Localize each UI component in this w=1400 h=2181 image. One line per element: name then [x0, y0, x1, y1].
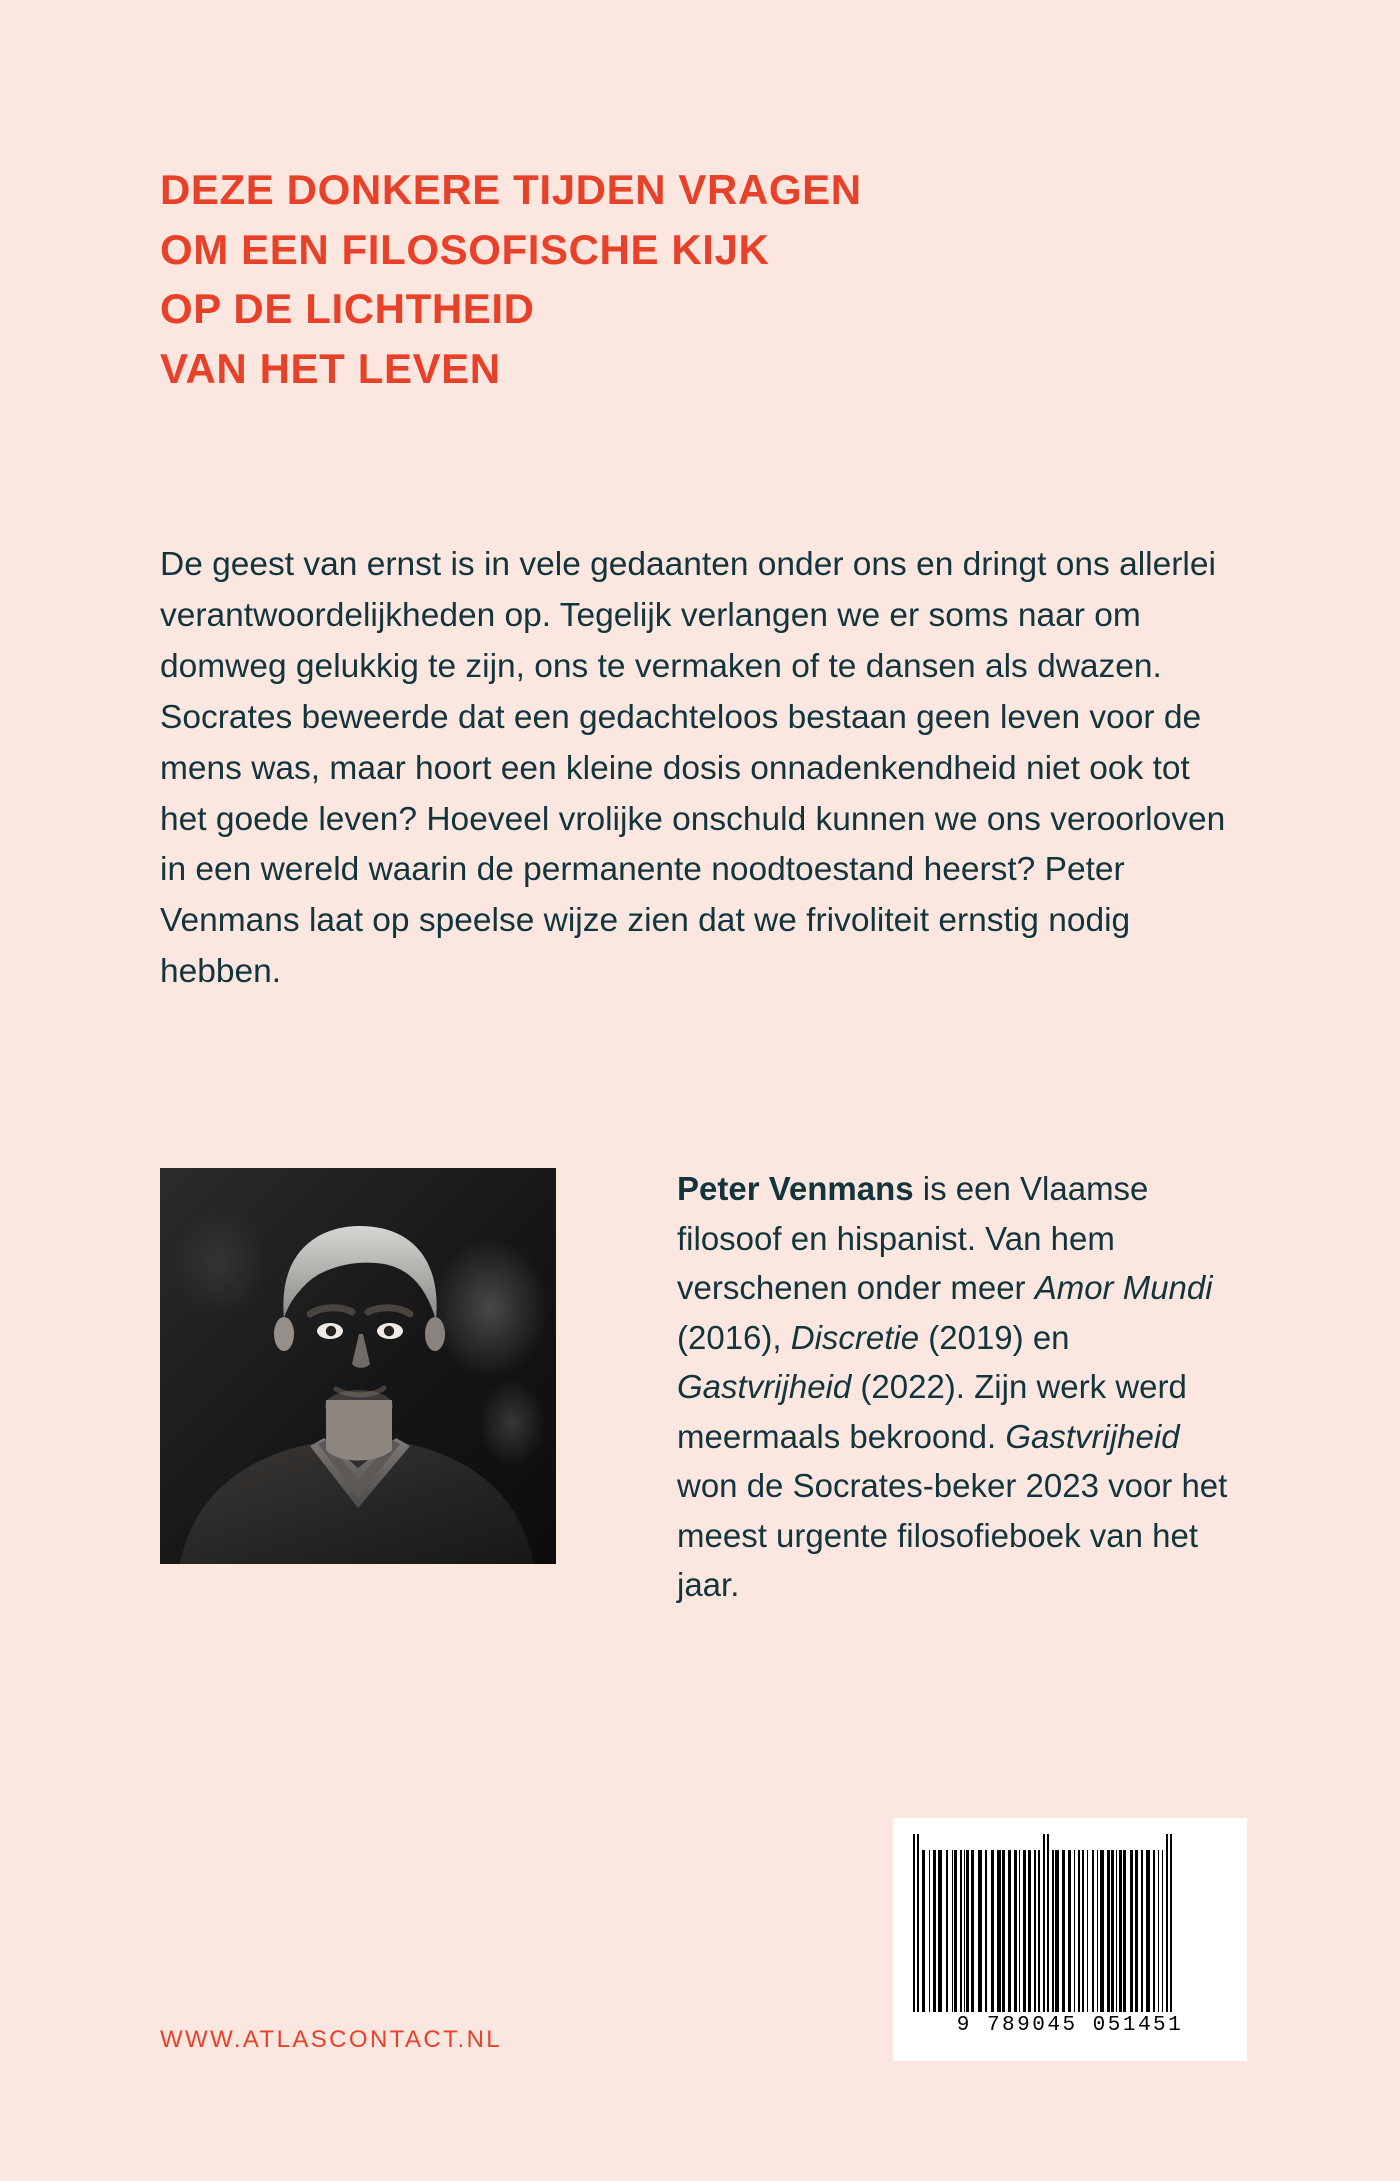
author-work-3: Gastvrijheid — [677, 1368, 852, 1405]
author-bio-part-5: won de Socrates-beker 2023 voor het meest urgente filosofieboek van het jaar. — [677, 1467, 1228, 1603]
author-work-2: Discretie — [790, 1318, 920, 1356]
headline-line-2: OM EEN FILOSOFISCHE KIJK — [160, 225, 770, 273]
author-bio-part-2: (2016), — [677, 1318, 791, 1356]
publisher-url[interactable]: WWW.ATLASCONTACT.NL — [160, 2026, 503, 2053]
headline-line-4: VAN HET LEVEN — [160, 344, 501, 392]
author-bio-part-1: is een Vlaamse filosoof en hispanist. Van hem verschenen onder meer — [677, 1170, 1149, 1306]
barcode-bars — [913, 1834, 1227, 2012]
author-bio-part-3: (2019) en — [919, 1318, 1070, 1356]
author-portrait — [160, 1168, 556, 1564]
headline-line-3: OP DE LICHTHEID — [160, 285, 535, 333]
blurb-text: De geest van ernst is in vele gedaanten onder ons en dringt ons allerlei verantwoordelijkheden op. Tegelijk verlangen we er soms naar om domweg gelukkig te zijn, ons te vermaken of te dansen als dwazen. Socrates beweerde dat een gedachteloos bestaan geen leven voor de mens was, maar hoort een kleine dosis onnadenkendheid niet ook tot het goede leven? Hoeveel vrolijke onschuld kunnen we ons veroorloven in een wereld waarin de permanente noodtoestand heerst? Peter Venmans laat op speelse wijze zien dat we frivoliteit ernstig nodig hebben. — [160, 546, 1226, 991]
barcode — [893, 1818, 1247, 2061]
author-bio-part-4: (2022). Zijn werk werd meermaals bekroond. — [677, 1368, 1187, 1455]
blurb — [160, 540, 1230, 998]
author-name: Peter Venmans — [677, 1170, 914, 1207]
headline — [160, 160, 980, 399]
headline-line-1: DEZE DONKERE TIJDEN VRAGEN — [160, 166, 862, 213]
author-work-4: Gastvrijheid — [1005, 1417, 1180, 1455]
author-work-1: Amor Mundi — [1034, 1269, 1213, 1306]
barcode-digits: 9 789045 051451 — [956, 2014, 1184, 2037]
author-bio — [677, 1164, 1237, 1610]
